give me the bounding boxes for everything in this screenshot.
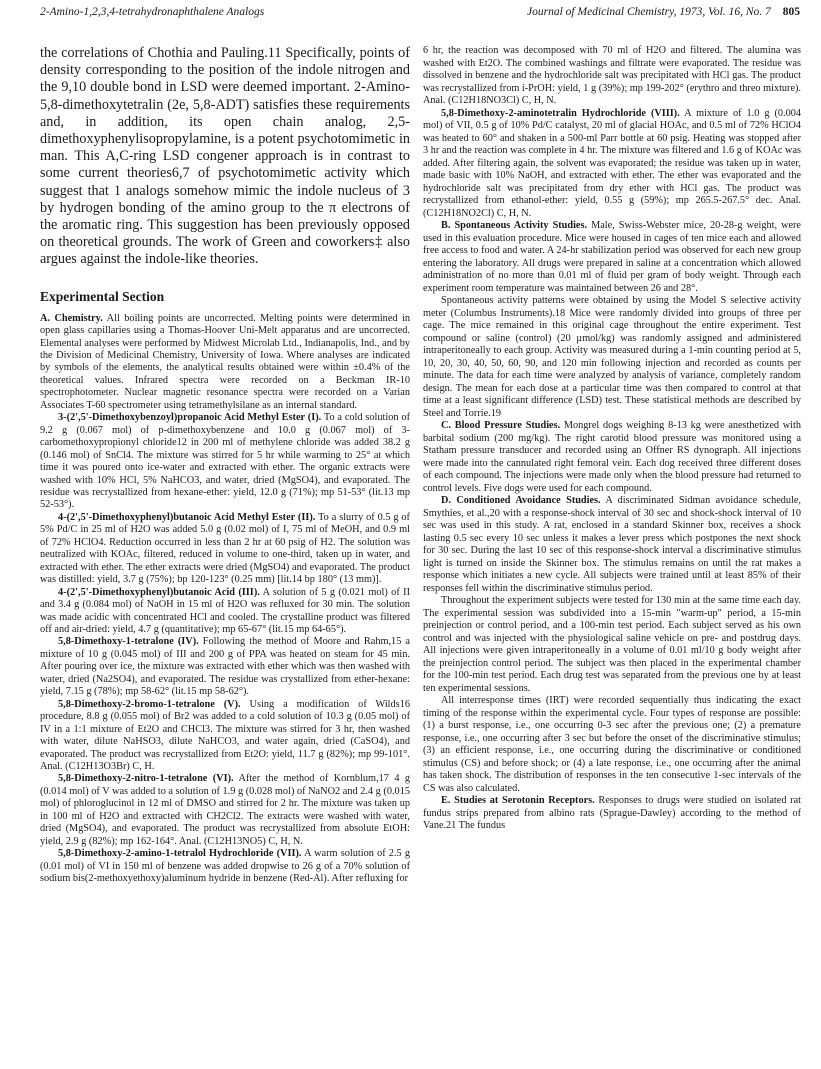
paragraph	[423, 45, 801, 108]
paragraph-text: To a slurry of 0.5 g of 5% Pd/C in 25 ml of H2O was added 5.0 g (0.02 mol) of I, 75 ml of MeOH, and 0.9 ml of 72% HClO4. Reduction occurred in less than 2 hr at 60 psig of H2. The solution was neutralized with KOAc, filtered, reduced in volume to one-third, taken up in water, and extracted with ether. The ether extracts were dried (MgSO4) and evaporated. The product was distilled: yield, 3.7 g (75%); bp 120-123° (0.25 mm) [lit.14 bp 180° (13 mm)].	[40, 511, 410, 586]
paragraph	[423, 420, 801, 495]
paragraph	[40, 848, 410, 885]
right-column	[423, 45, 801, 833]
paragraph	[40, 313, 410, 413]
paragraph	[423, 695, 801, 795]
section-title: Experimental Section	[40, 288, 165, 304]
paragraph-text: All interresponse times (IRT) were recorded sequentially thus indicating the exact timing of the response within the experimental cycle. Four types of response are possible: (1) a burst response, i.e., one occurring 0-3 sec after the previous one; (2) a premature response, i.e., one occurring after 3 sec but before the onset of the discriminative stimulus; (3) an efficient response, i.e., one occurring during the discriminative or conditioned stimulus (CS) and before shock; or (4) a late response, i.e., one occurring after the animal has taken shock. The distribution of responses in the ten consecutive 1-sec intervals of the CS was also calculated.	[423, 695, 801, 794]
paragraph-heading: 5,8-Dimethoxy-2-amino-1-tetralol Hydrochloride (VII).	[58, 848, 302, 860]
paragraph	[423, 220, 801, 295]
paragraph-heading: E. Studies at Serotonin Receptors.	[441, 795, 595, 806]
paragraph-text: Spontaneous activity patterns were obtained by using the Model S selective activity meter (Columbus Instruments).18 Mice were randomly divided into groups of three per cage. The mice remained in this original cage throughout the entire experiment. Test compound or saline (control) (20 µmol/kg) was randomly assigned and administered intraperitoneally to each group. Activity was measured during a 1-min counting period at 5, 10, 20, 30, 40, 50, 60, 90, and 120 min following injection and recorded as counts per minute. The data for each time were analyzed by analysis of variance, completely random design. The mean for each dose at a particular time was then compared to control at that time at a least significant difference (LSD) test. These statistical methods are described by Steel and Torrie.19	[423, 295, 801, 419]
paragraph-text: A discriminated Sidman avoidance schedule, Smythies, et al.,20 with a response-shock interval of 30 sec and shock-shock interval of 10 sec was used in this study. A rat, enclosed in a standard Skinner box, receives a shock lasting 0.5 sec every 10 sec unless it makes a lever press which postpones the next shock for 30 sec. During the last 10 sec of this response-shock interval a discriminative stimulus light is turned on inside the Skinner box. The stimulus remains on until the rat makes a response which initiates a new cycle. All subjects were trained until at least 85% of their responses fell within the discriminative stimulus period.	[423, 495, 801, 594]
paragraph	[423, 108, 801, 221]
paragraph-heading: B. Spontaneous Activity Studies.	[441, 220, 588, 231]
paragraph-heading: 4-(2',5'-Dimethoxyphenyl)butanoic Acid (III).	[58, 586, 260, 598]
paragraph	[40, 412, 410, 512]
paragraph-text: A warm solution of 2.5 g (0.01 mol) of VI in 150 ml of benzene was added dropwise to 26 g of a 70% solution of sodium bis(2-methoxyethoxy)aluminum hydride in benzene (Red-Al). After refluxing for	[40, 848, 410, 885]
paragraph-text: Following the method of Moore and Rahm,15 a mixture of 10 g (0.045 mol) of III and 200 g of PPA was heated on steam for 45 min. After pouring over ice, the mixture was extracted with ether which was then washed with water, dried (Na2SO4), and evaporated. The residue was crystallized from ether-hexane: yield, 7.15 g (78%); mp 58-62° (lit.15 mp 58-62°).	[40, 636, 410, 698]
paragraph-text: All boiling points are uncorrected. Melting points were determined in open glass capillaries using a Thomas-Hoover Uni-Melt apparatus and are uncorrected. Elemental analyses were performed by Midwest Microlab Ltd., Indianapolis, Ind., and by the Division of Medicinal Chemistry, University of Iowa. Where analyses are indicated by symbols of the elements, the analytical results obtained were within ±0.4% of the theoretical values. Infrared spectra were recorded on a Beckman IR-10 spectrophotometer. Nuclear magnetic resonance spectra were recorded on a Varian Associates T-60 spectrometer using tetramethylsilane as an internal standard.	[40, 312, 411, 411]
left-paragraphs	[40, 313, 410, 886]
paragraph-text: Mongrel dogs weighing 8-13 kg were anesthetized with barbital sodium (200 mg/kg). The right carotid blood pressure was monitored using a Statham pressure transducer and recorded using an Offner RS dynograph. All injections were made into the cannulated right femoral vein. Each dog received three different doses of each compound. The injections were made only when the blood pressure had returned to control levels. Five dogs were used for each compound.	[423, 420, 801, 494]
intro-paragraph: the correlations of Chothia and Pauling.11 Specifically, points of density corresponding to the position of the indole nitrogen and the 9,10 double bond in LSD were deemed important. 2-Amino-5,8-dimethoxytetralin (2e, 5,8-ADT) satisfies these requirements and, in addition, its open chain analog, 2,5-dimethoxyphenylisopropylamine, is a potent psychotomimetic in man. This A,C-ring LSD congener approach is in contrast to some current theories6,7 of psychotomimetic activity which suggest that 1 analogs somehow mimic the indole nucleus of 3 by hydrogen bonding of the amino group to the π electrons of the aromatic ring. This suggestion has been previously opposed on theoretical grounds. The work of Green and coworkers‡ also argues against the indole-like theories.	[40, 45, 410, 268]
paragraph-heading: 5,8-Dimethoxy-1-tetralone (IV).	[58, 636, 199, 648]
paragraph-text: A mixture of 1.0 g (0.004 mol) of VII, 0.5 g of 10% Pd/C catalyst, 20 ml of glacial HOAc, and 0.5 ml of 72% HClO4 was heated to 60° and shaken in a 500-ml Parr bottle at 60 psig. Heating was stopped after 3 hr and the reaction was complete in 4 hr. The mixture was filtered and 1.6 g of KOAc was added. After filtering again, the solvent was evaporated; the residue was taken up in water, made basic with 10% NaOH, and extracted with ether. The ether was evaporated and the hydrochloride salt was precipitated from dry ether with HCl gas. The product was recrystallized from ethanol-ether: yield, 0.55 g (59%); mp 265.5-267.5° dec. Anal. (C12H18NO2Cl) C, H, N.	[423, 107, 801, 219]
right-paragraphs	[423, 45, 801, 833]
paragraph	[40, 512, 410, 587]
paragraph	[423, 595, 801, 695]
left-column	[40, 45, 410, 885]
paragraph-heading: C. Blood Pressure Studies.	[441, 420, 561, 431]
paragraph-heading: 4-(2',5'-Dimethoxyphenyl)butanoic Acid Methyl Ester (II).	[58, 511, 316, 523]
paragraph	[423, 495, 801, 595]
running-header	[40, 6, 800, 26]
paragraph-text: A solution of 5 g (0.021 mol) of II and 3.4 g (0.084 mol) of NaOH in 15 ml of H2O was refluxed for 30 min. The solution was made acidic with concentrated HCl and cooled. The crystalline product was filtered off and air-dried: yield, 4.7 g (quantitative); mp 65-67° (lit.15 mp 64-65°).	[40, 586, 410, 635]
paragraph-heading: 3-(2',5'-Dimethoxybenzoyl)propanoic Acid Methyl Ester (I).	[58, 412, 322, 424]
paragraph	[40, 587, 410, 637]
paragraph	[40, 699, 410, 774]
paragraph-heading: D. Conditioned Avoidance Studies.	[441, 495, 601, 506]
paragraph	[423, 295, 801, 420]
paragraph	[40, 636, 410, 698]
paragraph-heading: 5,8-Dimethoxy-2-bromo-1-tetralone (V).	[58, 698, 241, 710]
paragraph-heading: 5,8-Dimethoxy-2-nitro-1-tetralone (VI).	[58, 773, 234, 785]
paragraph-text: 6 hr, the reaction was decomposed with 70 ml of H2O and filtered. The alumina was washed with Et2O. The combined washings and filtrate were evaporated. The residue was dissolved in benzene and the hydrochloride salt was precipitated with HCl gas. The product was recrystallized from i-PrOH: yield, 1 g (39%); mp 199-202° (erythro and threo mixture). Anal. (C12H18NO3Cl) C, H, N.	[423, 45, 801, 106]
page-number: 805	[782, 6, 800, 18]
paragraph-text: After the method of Kornblum,17 4 g (0.014 mol) of V was added to a solution of 1.9 g (0.028 mol) of NaNO2 and 2.4 g (0.015 mol) of phloroglucinol in 12 ml of DMSO and stirred for 2 hr. The mixture was taken up in 100 ml of H2O and extracted with CH2Cl2. The extracts were washed with water, dried (MgSO4), and evaporated. The product was recrystallized from absolute EtOH: yield, 2.9 g (82%); mp 162-164°. Anal. (C12H13NO5) C, H, N.	[40, 773, 411, 847]
paragraph-text: Using a modification of Wilds16 procedure, 8.8 g (0.055 mol) of Br2 was added to a cold solution of 10.3 g (0.05 mol) of IV in a 1:1 mixture of Et2O and CHCl3. The mixture was stirred for 3 hr, then washed with water, dilute NaHSO3, dilute NaHCO3, and water again, dried (CaSO4), and evaporated. The product was recrystallized from Et2O: yield, 11.7 g (82%); mp 99-101°. Anal. (C12H13O3Br) C, H.	[40, 698, 410, 772]
journal-name: Journal of Medicinal Chemistry, 1973, Vol. 16, No. 7	[527, 6, 771, 18]
paragraph-heading: A. Chemistry.	[40, 312, 103, 324]
paragraph	[40, 773, 410, 848]
paragraph-text: To a cold solution of 9.2 g (0.067 mol) of p-dimethoxybenzene and 10.0 g (0.067 mol) of 3-carbomethoxypropionyl chloride12 in 200 ml of methylene chloride was added 38.2 g (0.146 mol) of SnCl4. The mixture was stirred for 5 hr while warming to 25° at which time it was poured onto ice-water and extracted with ether. The organic extracts were washed with 10% HCl, 5% NaHCO3, and water, dried (MgSO4), and evaporated. The residue was recrystallized from hexane-ether: yield, 12.0 g (71%); mp 51-53° (lit.13 mp 52-53°).	[40, 412, 410, 511]
paragraph	[423, 795, 801, 833]
paragraph-heading: 5,8-Dimethoxy-2-aminotetralin Hydrochloride (VIII).	[441, 107, 680, 119]
paragraph-text: Throughout the experiment subjects were tested for 130 min at the same time each day. The experimental session was subdivided into a 15-min "warm-up" period, a 15-min preinjection or control period, and a 100-min test period. Each subject served as his own control and was injected with the physiological saline vehicle on pre- and postdrug days. All injections were given intraperitoneally in a volume of 0.01 ml/10 g body weight after the preinjection control period. The subject was then placed in the experimental chamber for the 100-min test period. Each drug test was separated from the previous one by at least ten experimental sessions.	[423, 595, 801, 694]
journal-citation	[527, 6, 800, 18]
paragraph-text: Responses to drugs were studied on isolated rat fundus strips prepared from albino rats (Sprague-Dawley) according to the method of Vane.21 The fundus	[423, 795, 801, 831]
running-title: 2-Amino-1,2,3,4-tetrahydronaphthalene Analogs	[40, 6, 265, 18]
paragraph-text: Male, Swiss-Webster mice, 20-28-g weight, were used in this evaluation procedure. Mice were housed in cages of ten mice each and allowed free access to food and water. A 24-hr stabilization period was observed for each new group entering the laboratory. All drugs were prepared in saline at a concentration which allowed administration of no more than 0.01 ml of fluid per gram of body weight. Through each experiment room temperature was maintained between 26 and 28°.	[423, 220, 801, 294]
